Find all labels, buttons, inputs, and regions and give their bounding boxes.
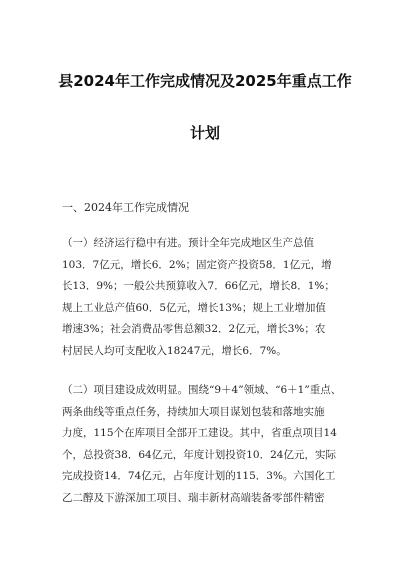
paragraph-project-construction bbox=[62, 380, 362, 510]
paragraph-line: 增速3%；社会消费品零售总额32．2亿元，增长3%；农 bbox=[62, 323, 326, 336]
paragraph-line: 村居民人均可支配收入18247元，增长6．7%。 bbox=[62, 344, 287, 357]
paragraph-line: 两条曲线等重点任务，持续加大项目谋划包装和落地实施 bbox=[62, 405, 325, 418]
paragraph-line: 长13．9%；一般公共预算收入7．66亿元，增长8．1%； bbox=[62, 280, 335, 293]
paragraph-line: 个，总投资38．64亿元，年度计划投资10．24亿元，实际 bbox=[62, 448, 336, 461]
section-heading: 一、2024年工作完成情况 bbox=[62, 201, 189, 214]
document-title: 县2024年工作完成情况及2025年重点工作 bbox=[58, 72, 352, 90]
paragraph-line: 乙二醇及下游深加工项目、瑞丰新材高端装备零部件精密 bbox=[62, 491, 325, 504]
paragraph-economic-operation bbox=[62, 233, 362, 363]
paragraph-line: （一）经济运行稳中有进。预计全年完成地区生产总值 bbox=[62, 237, 314, 249]
paragraph-line: 规上工业总产值60．5亿元，增长13%；规上工业增加值 bbox=[62, 301, 326, 314]
document-title-continued: 计划 bbox=[189, 124, 220, 142]
paragraph-line: 103．7亿元，增长6．2%；固定资产投资58．1亿元，增 bbox=[62, 258, 332, 271]
paragraph-line: 力度，115个在库项目全部开工建设。其中，省重点项目14 bbox=[62, 427, 337, 440]
paragraph-line: （二）项目建设成效明显。围绕“9＋4”领域、“6＋1”重点、 bbox=[62, 384, 342, 396]
paragraph-line: 完成投资14．74亿元，占年度计划的115．3%。六国化工 bbox=[62, 470, 336, 483]
